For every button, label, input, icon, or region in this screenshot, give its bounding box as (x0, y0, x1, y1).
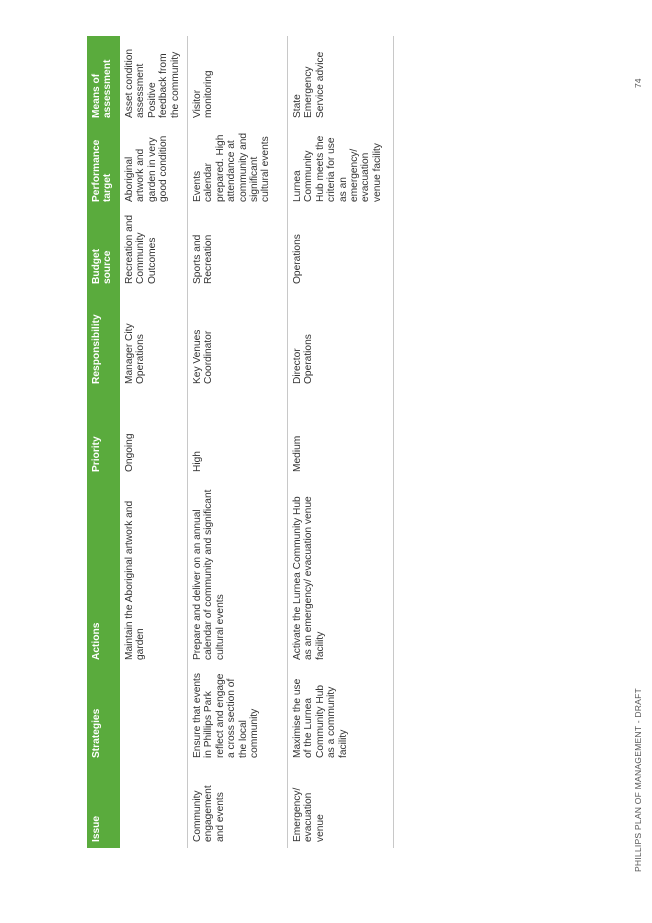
header-actions: Actions (87, 478, 120, 666)
cell-actions: Activate the Lurnea Community Hub as an emergency/ evacuation venue facility (288, 478, 394, 666)
cell-means-of-assessment: Visitor monitoring (188, 36, 288, 124)
cell-actions: Prepare and deliver on an annual calendar of community and significant cultural events (188, 478, 288, 666)
cell-budget-source: Operations (288, 208, 394, 290)
cell-priority: Medium (288, 390, 394, 478)
cell-performance-target: Events calendar prepared. High attendance at community and significant cultural events (188, 124, 288, 208)
cell-strategies (120, 666, 188, 764)
cell-responsibility: Key Venues Coordinator (188, 290, 288, 390)
cell-responsibility: Manager City Operations (124, 323, 147, 384)
management-table-container (87, 36, 392, 848)
header-performance-target: Performance target (87, 124, 120, 208)
header-budget-source: Budget source (87, 208, 120, 290)
cell-priority: Ongoing (124, 433, 135, 472)
cell-budget-source: Recreation and Community Outcomes (124, 214, 158, 284)
cell-budget-source: Sports and Recreation (188, 208, 288, 290)
table-row (188, 36, 288, 848)
cell-strategies: Maximise the use of the Lurnea Community Hub as a community facility (288, 666, 394, 764)
page-number: 74 (633, 78, 643, 88)
document-footer: PHILLIPS PLAN OF MANAGEMENT - DRAFT (633, 688, 643, 872)
cell-issue: Community engagement and events (188, 764, 288, 848)
table-row (288, 36, 394, 848)
cell-strategies: Ensure that events in Phillips Park reflect and engage a cross section of the local community (188, 666, 288, 764)
cell-responsibility: Director Operations (288, 290, 394, 390)
header-means-of-assessment: Means of assessment (87, 36, 120, 124)
header-priority: Priority (87, 390, 120, 478)
cell-priority: High (188, 390, 288, 478)
management-table (87, 36, 394, 848)
cell-performance-target: Lurnea Community Hub meets the criteria for use as an emergency/ evacuation venue facility (288, 124, 394, 208)
table-header-row (87, 36, 120, 848)
header-strategies: Strategies (87, 666, 120, 764)
cell-means-of-assessment: State Emergency Service advice (288, 36, 394, 124)
cell-issue: Emergency/ evacuation venue (288, 764, 394, 848)
cell-issue (120, 764, 188, 848)
header-issue: Issue (87, 764, 120, 848)
cell-performance-target: Aboriginal artwork and garden in very good condition (124, 135, 170, 202)
header-responsibility: Responsibility (87, 290, 120, 390)
cell-actions: Maintain the Aboriginal artwork and garden (124, 500, 147, 660)
cell-means-of-assessment: Asset condition assessment Positive feedback from the community (124, 48, 181, 118)
table-row (120, 36, 188, 848)
